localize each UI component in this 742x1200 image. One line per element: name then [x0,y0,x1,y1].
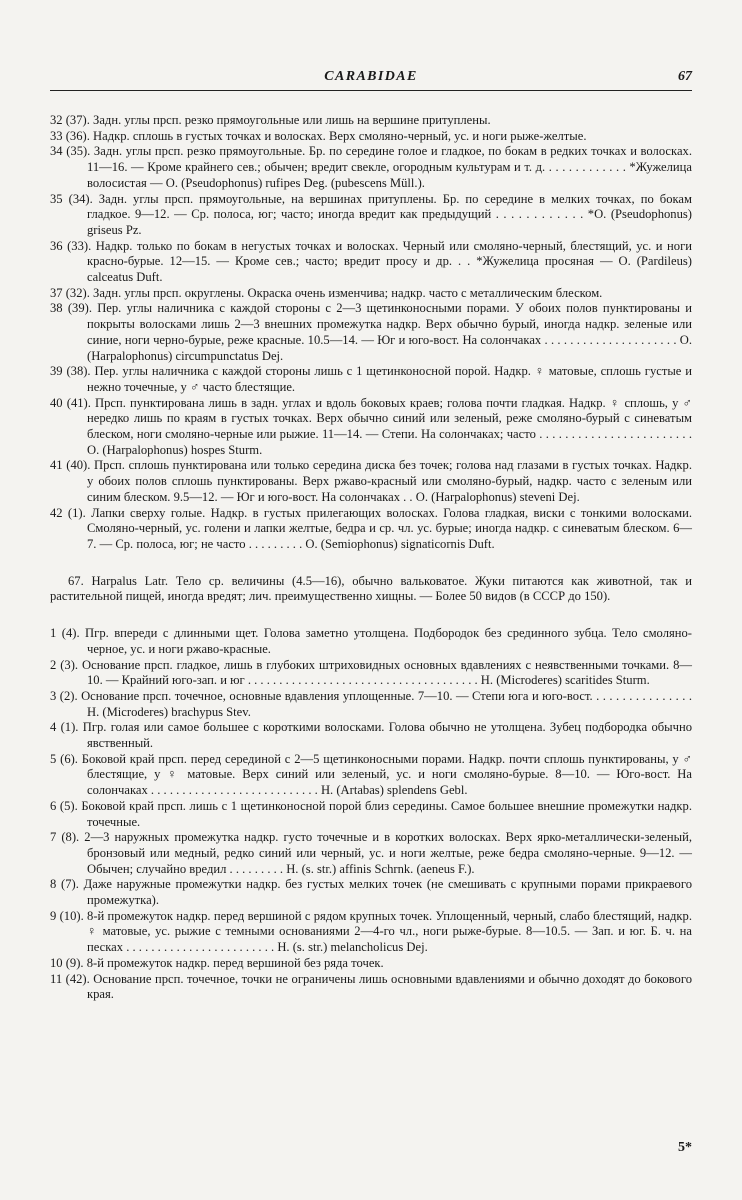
key-entry: 6 (5). Боковой край прсп. лишь с 1 щетинконосной порой близ середины. Самое большее внешние промежутки надкр. точечные. [50,798,692,829]
running-title: CARABIDAE [324,69,418,84]
key-entry: 40 (41). Прсп. пунктирована лишь в задн. углах и вдоль боковых краев; голова почти гладкая. Надкр. ♀ сплошь, у ♂ нередко лишь по краям в густых точках. Верх обычно синий или зеленый, реже смоляно-бурый с синеватым блеском, ноги смоляно-черные или рыжие. 11—14. — Степи. На солончаках; часто . . . . . . . . . . . . . . . . . . . . . . . . O. (Harpalophonus) hospes Sturm. [50,395,692,457]
key-entry: 37 (32). Задн. углы прсп. округлены. Окраска очень изменчива; надкр. часто с металлическим блеском. [50,285,603,300]
key-entry: 3 (2). Основание прсп. точечное, основные вдавления уплощенные. 7—10. — Степи юга и юго-вост. . . . . . . . . . . . . . . . H. (Microderes) brachypus Stev. [50,688,692,719]
key-entry: 42 (1). Лапки сверху голые. Надкр. в густых прилегающих волосках. Голова гладкая, виски с тонкими волосками. Смоляно-черный, ус. голени и лапки желтые, бедра и ср. чл. ус. бурые; иногда надкр. с синеватым блеском. 6—7. — Ср. полоса, юг; не часто . . . . . . . . . O. (Semiophonus) signaticornis Duft. [50,505,692,551]
genus-description: 67. Harpalus Latr. Тело ср. величины (4.5—16), обычно вальковатое. Жуки питаются как животной, так и растительной пищей, иногда вредят; лич. преимущественно хищны. — Более 50 видов (в СССР до 150). [50,573,692,604]
key-entry: 7 (8). 2—3 наружных промежутка надкр. густо точечные и в коротких волосках. Верх ярко-металлически-зеленый, бронзовый или медный, редко синий или черный, ус. и ноги желтые, реже бедра смоляно-черные. 9—12. — Обычен; случайно вредил . . . . . . . . . H. (s. str.) affinis Schrnk. (aeneus F.). [50,830,692,876]
key-entry: 35 (34). Задн. углы прсп. прямоугольные, на вершинах притуплены. Бр. по середине в мелких точках, по бокам гладкое. 9—12. — Ср. полоса, юг; часто; иногда вредит как предыдущий . . . . . . . . . . . . *O. (Pseudophonus) griseus Pz. [50,191,692,237]
key-entry: 4 (1). Пгр. голая или самое большее с короткими волосками. Голова обычно не утолщена. Зубец подбородка обычно явственный. [50,720,692,751]
key-entry: 8 (7). Даже наружные промежутки надкр. без густых мелких точек (не смешивать с крупными порами прикраевого промежутка). [50,877,692,908]
key-entry: 1 (4). Пгр. впереди с длинными щет. Голова заметно утолщена. Подбородок без срединного зубца. Тело смоляно-черное, ус. и ноги ржаво-красные. [50,626,692,656]
key-entry: 38 (39). Пер. углы наличника с каждой стороны с 2—3 щетинконосными порами. У обоих полов пунктированы и покрыты волосками лишь 2—3 внешних промежутка надкр. Верх обычно бурый, иногда надкр. зеленые или синие, ноги черно-бурые, реже красные. 10.5—14. — Юг и юго-вост. На солончаках . . . . . . . . . . . . . . . . . . . . . O. (Harpalophonus) circumpunctatus Dej. [50,301,692,363]
body-text [50,113,692,1003]
key-entry: 10 (9). 8-й промежуток надкр. перед вершиной без ряда точек. [50,955,384,970]
signature-mark: 5* [678,1140,692,1155]
key-entry: 34 (35). Задн. углы прсп. резко прямоугольные. Бр. по середине голое и гладкое, по бокам в редких точках и волосках. 11—16. — Кроме крайнего сев.; обычен; вредит свекле, огородным культурам и т. д. . . . . . . . . . . . . *Жужелица волосистая — O. (Pseudophonus) rufipes Deg. (pubescens Müll.). [50,144,692,190]
page-number: 67 [678,69,692,84]
section-gap [50,553,692,574]
key-entry: 36 (33). Надкр. только по бокам в негустых точках и волосках. Черный или смоляно-черный, блестящий, ус. и ноги красно-бурые. 12—15. — Кроме сев.; часто; вредит просу и др. . . *Жужелица просяная — O. (Pardileus) calceatus Duft. [50,238,692,285]
key-entry: 2 (3). Основание прсп. гладкое, лишь в глубоких штриховидных основных вдавлениях с неявственными точками. 8—10. — Крайний юго-зап. и юг . . . . . . . . . . . . . . . . . . . . . . . . . . . . . . . . . . . . . H. (Microderes) scaritides Sturm. [50,657,692,688]
page-header [50,66,692,91]
section-gap [50,605,692,626]
key-entry: 5 (6). Боковой край прсп. перед серединой с 2—5 щетинконосными порами. Надкр. почти сплошь пунктированы, у ♂ блестящие, у ♀ матовые. Верх синий или зеленый, ус. и ноги смоляно-бурые. 8—10. — Юго-вост. На солончаках . . . . . . . . . . . . . . . . . . . . . . . . . . . H. (Artabas) splendens Gebl. [50,751,692,798]
key-entry: 32 (37). Задн. углы прсп. резко прямоугольные или лишь на вершине притуплены. [50,113,491,127]
key-entry: 33 (36). Надкр. сплошь в густых точках и волосках. Верх смоляно-черный, ус. и ноги рыже-желтые. [50,128,587,143]
key-entry: 9 (10). 8-й промежуток надкр. перед вершиной с рядом крупных точек. Уплощенный, черный, слабо блестящий, надкр. ♀ матовые, ус. рыжие с темными основаниями 2—4-го чл., ноги рыже-бурые. 8—10.5. — Зап. и юг. Б. ч. на песках . . . . . . . . . . . . . . . . . . . . . . . . H. (s. str.) melancholicus Dej. [50,908,692,955]
key-entry: 39 (38). Пер. углы наличника с каждой стороны лишь с 1 щетинконосной порой. Надкр. ♀ матовые, сплошь густые и нежно точечные, у ♂ часто блестящие. [50,364,692,394]
key-entry: 11 (42). Основание прсп. точечное, точки не ограничены лишь основными вдавлениями и обычно доходят до бокового края. [50,971,692,1002]
key-entry: 41 (40). Прсп. сплошь пунктирована или только середина диска без точек; голова над глазами в густых точках. Надкр. у обоих полов сплошь пунктированы. Верх ржаво-красный или смоляно-бурый, надкр. часто с зеленым или синим блеском. 9.5—12. — Юг и юго-вост. На солончаках . . O. (Harpalophonus) steveni Dej. [50,458,692,504]
